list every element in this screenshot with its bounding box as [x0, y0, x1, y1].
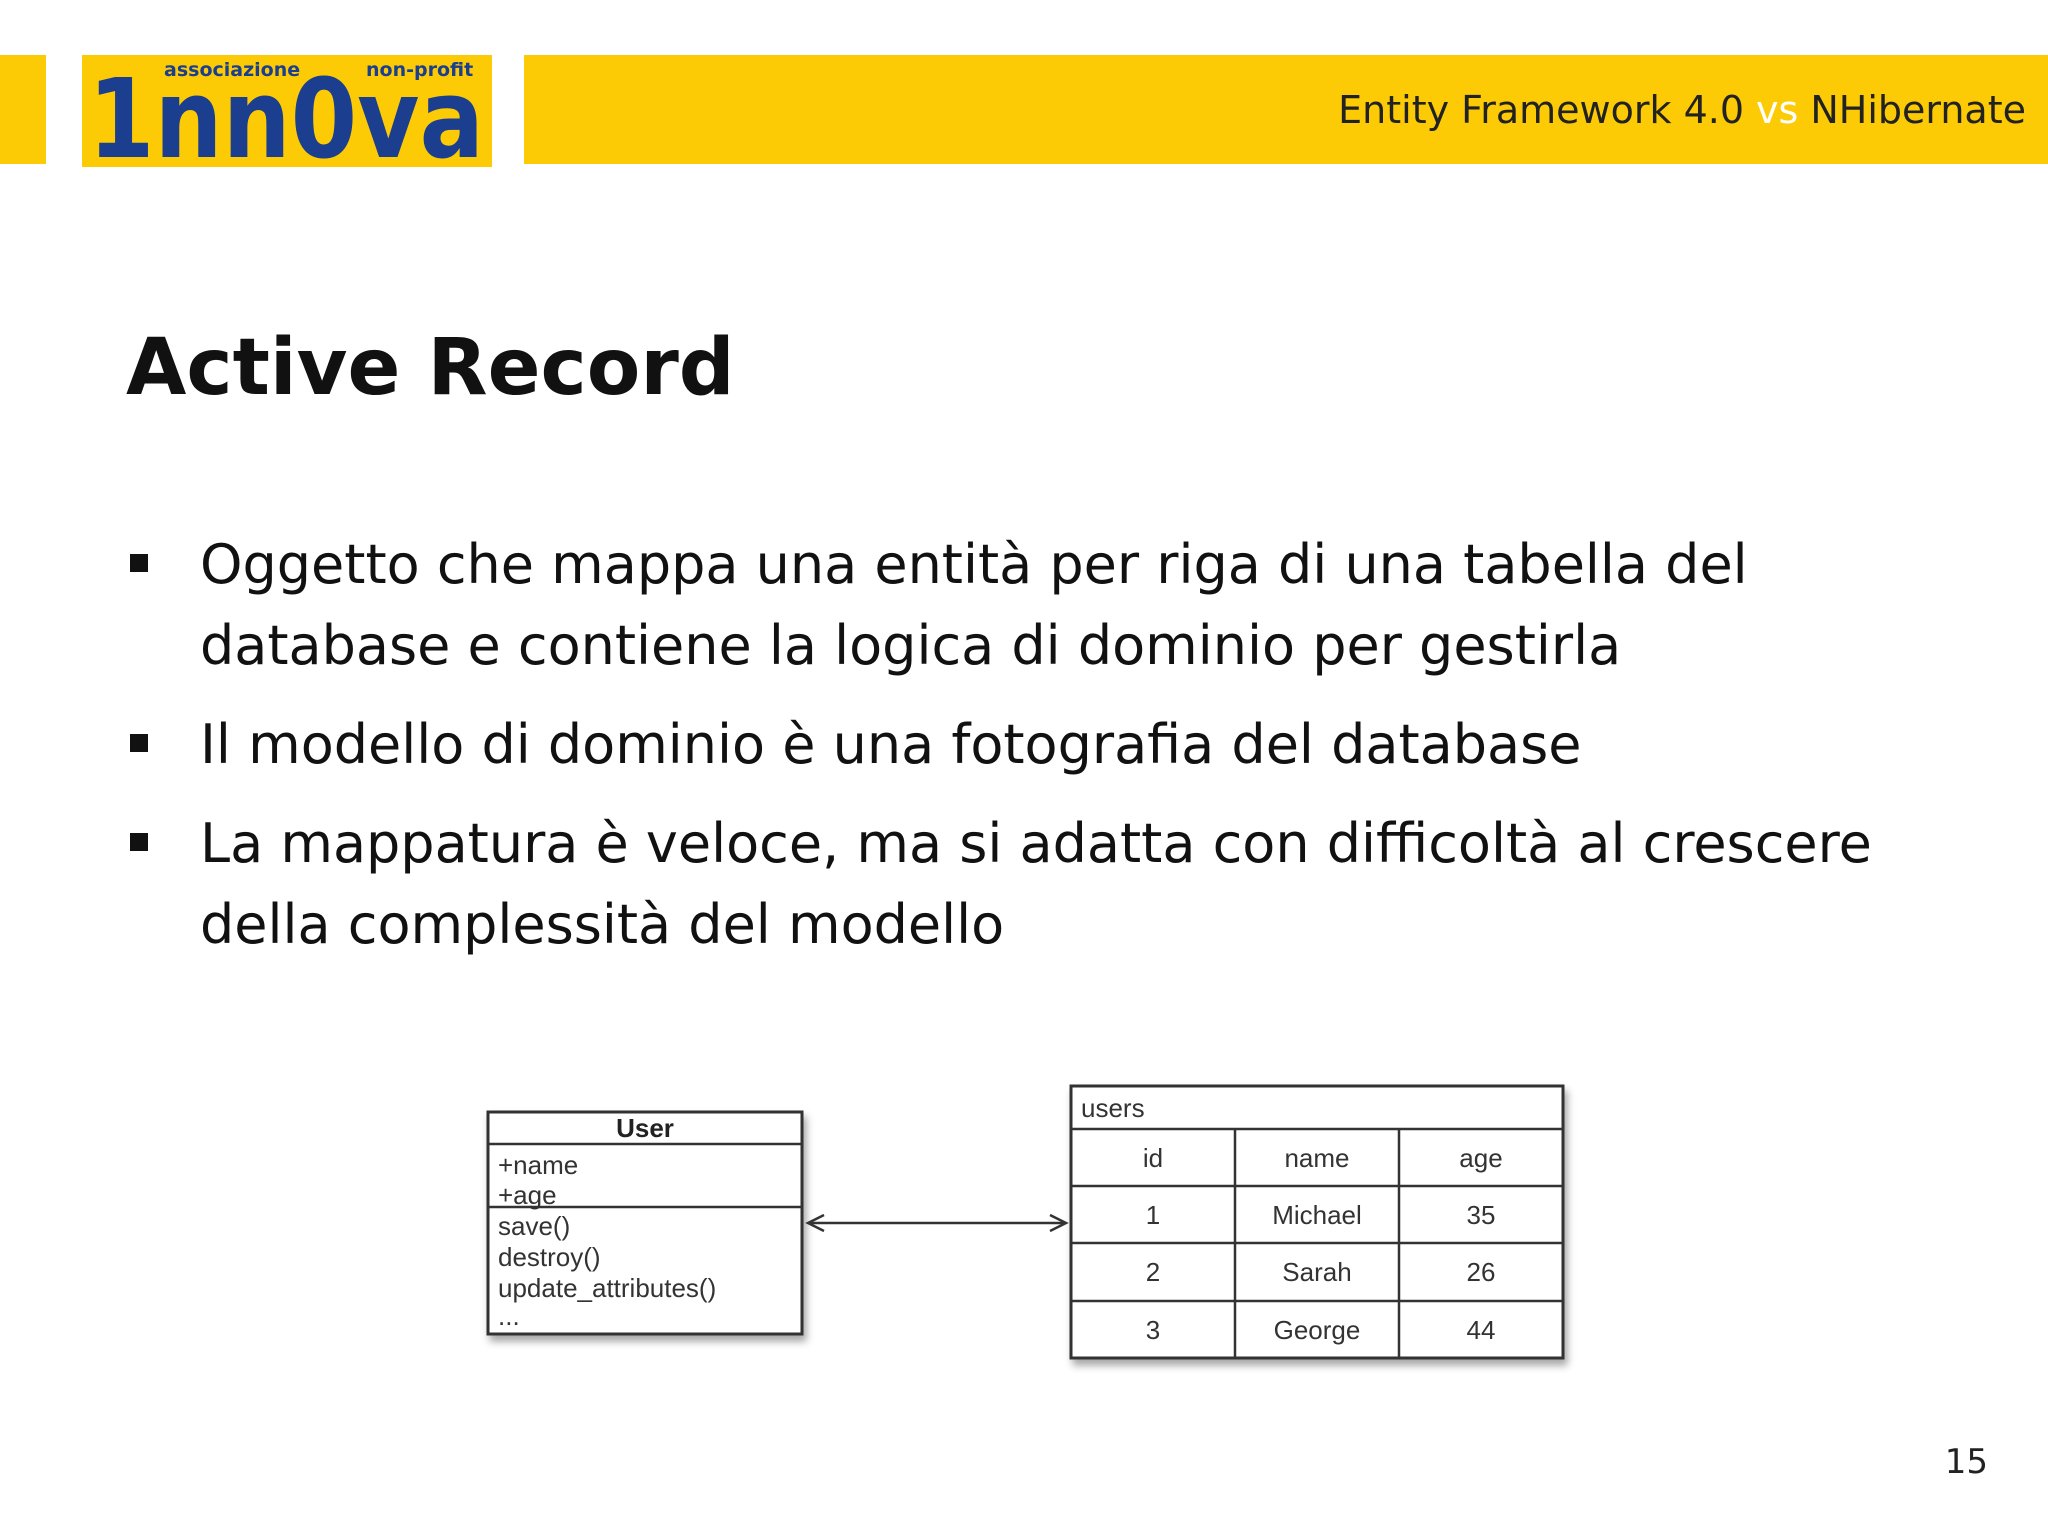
active-record-diagram — [480, 1075, 1580, 1385]
bullet-list — [126, 524, 1986, 983]
table-cell: 44 — [1466, 1315, 1496, 1345]
uml-method: destroy() — [498, 1242, 601, 1272]
table-header-cell: name — [1284, 1143, 1350, 1173]
bullet-text: La mappatura è veloce, ma si adatta con difficoltà al crescere della complessità del modello — [200, 812, 1872, 956]
logo-associazione-text: associazione — [164, 59, 301, 81]
page-number: 15 — [1944, 1442, 1988, 1482]
bullet-item — [126, 803, 1986, 965]
presentation-title-part2: NHibernate — [1810, 88, 2026, 132]
users-table — [1071, 1086, 1563, 1358]
bullet-item — [126, 704, 1986, 785]
logo-wordmark: 1nn0va — [88, 55, 484, 167]
table-cell: Michael — [1272, 1200, 1362, 1230]
table-cell: 3 — [1145, 1315, 1161, 1345]
uml-method: update_attributes() — [498, 1273, 717, 1303]
table-cell: 1 — [1145, 1200, 1161, 1230]
bullet-square-icon — [130, 554, 148, 572]
bullet-text: Oggetto che mappa una entità per riga di una tabella del database e contiene la logica di dominio per gestirla — [200, 533, 1748, 677]
bullet-text: Il modello di dominio è una fotografia del database — [200, 713, 1582, 776]
uml-attribute: +age — [498, 1180, 557, 1210]
diagram-canvas — [480, 1075, 1580, 1385]
mapping-arrow — [808, 1215, 1066, 1231]
innova-logo — [82, 55, 492, 167]
presentation-title-part1: Entity Framework 4.0 — [1338, 88, 1745, 132]
table-cell: George — [1273, 1315, 1361, 1345]
uml-method: ... — [498, 1301, 520, 1331]
table-cell: 35 — [1466, 1200, 1496, 1230]
bullet-square-icon — [130, 734, 148, 752]
presentation-title-vs: vs — [1756, 88, 1799, 132]
slide-title: Active Record — [126, 323, 735, 413]
uml-class-name: User — [616, 1113, 674, 1143]
uml-method: save() — [498, 1211, 571, 1241]
presentation-title — [1338, 84, 2026, 136]
header-band-left — [0, 55, 46, 164]
table-name: users — [1081, 1093, 1145, 1123]
uml-class-box — [488, 1112, 802, 1334]
table-header-cell: age — [1459, 1143, 1503, 1173]
bullet-item — [126, 524, 1986, 686]
table-cell: 2 — [1145, 1257, 1161, 1287]
uml-attribute: +name — [498, 1150, 579, 1180]
logo-nonprofit-text: non-profit — [366, 59, 474, 81]
table-cell: 26 — [1466, 1257, 1496, 1287]
bullet-square-icon — [130, 833, 148, 851]
table-cell: Sarah — [1282, 1257, 1352, 1287]
table-header-cell: id — [1142, 1143, 1164, 1173]
logo-graphic — [82, 55, 492, 167]
